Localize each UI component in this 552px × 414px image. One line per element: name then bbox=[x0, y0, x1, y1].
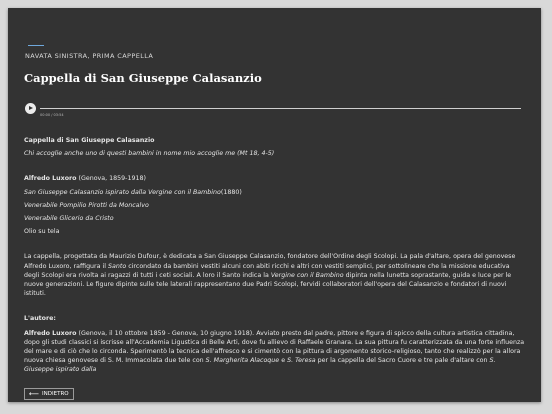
audio-progress-track[interactable] bbox=[40, 108, 521, 109]
accent-divider bbox=[28, 45, 44, 46]
play-button[interactable] bbox=[25, 103, 36, 114]
play-icon bbox=[29, 106, 33, 110]
bio-italic: S. Teresa bbox=[287, 357, 316, 365]
desc-text: La cappella, progettata da Maurizio Dufour, è dedicata a San Giuseppe Calasanzio, fondatore dell'Ordine degli Scolopi. La pala d'altare, opera del genovese Alfredo Luxoro, raffigura il bbox=[24, 253, 516, 270]
work-3: Venerabile Glicerio da Cristo bbox=[24, 215, 114, 223]
page-title: Cappella di San Giuseppe Calasanzio bbox=[24, 71, 262, 85]
audio-player bbox=[25, 103, 525, 125]
author-heading: L'autore: bbox=[24, 315, 56, 323]
work-title: San Giuseppe Calasanzio ispirato dalla Vergine con il Bambino bbox=[24, 188, 221, 196]
content-heading: Cappella di San Giuseppe Calasanzio bbox=[24, 137, 155, 144]
desc-italic: Vergine con il Bambino bbox=[270, 271, 344, 279]
section-label: NAVATA SINISTRA, PRIMA CAPPELLA bbox=[25, 52, 154, 60]
artist-dates: (Genova, 1859-1918) bbox=[76, 175, 146, 183]
back-button[interactable] bbox=[24, 388, 74, 400]
desc-italic: Santo bbox=[108, 262, 127, 270]
back-button-label: INDIETRO bbox=[42, 391, 69, 397]
work-line bbox=[24, 188, 526, 197]
detail-panel bbox=[8, 8, 541, 402]
bio-text: (Genova, il 10 ottobre 1859 - Genova, 10 giugno 1918). Avviato presto dal padre, pittore e figura di spicco della cultura artistica cittadina, dopo gli studi classici si iscrisse all'Accademia Ligustica di Belle Arti, dove fu allievo di Raffaele Granara. La sua pittura fu caratterizzata da una forte influenza del mare e di ciò che lo circonda. Sperimentò la tecnica dell'affresco e si cimentò con la pittura di argomento storico-religioso, tanto che realizzò per la allora nuova chiesa genovese di S. M. Immacolata due tele con bbox=[24, 329, 525, 365]
work-year: (1880) bbox=[220, 188, 242, 196]
desc-text: circondato da bambini vestiti alcuni con abiti ricchi e altri con vestiti semplici, per sottolineare che la missione educativa degli Scolopi era rivolta ai ragazzi di tutti i ceti sociali. A loro il Santo indica la bbox=[24, 262, 510, 279]
bio-italic: S. Margherita Alacoque bbox=[205, 357, 280, 365]
desc-text: dipinta nella lunetta soprastante, guida e luce per le nuove generazioni. Le figure dipinte sulle tele laterali rappresentano due Padri Scolopi, fervidi collaboratori dell'opera del Calasanzio e fondatori di nuovi istituti. bbox=[24, 271, 512, 298]
bio-paragraph bbox=[24, 329, 526, 375]
arrow-left-icon: ⟵ bbox=[29, 389, 40, 398]
content-body bbox=[24, 136, 526, 375]
audio-time: 00:00 / 03:54 bbox=[40, 113, 64, 117]
bio-text: e bbox=[279, 357, 288, 365]
bio-italic: S. Giuseppe ispirato dalla bbox=[24, 357, 496, 374]
artist-name: Alfredo Luxoro bbox=[24, 175, 77, 183]
medium: Olio su tela bbox=[24, 228, 60, 236]
work-2: Venerabile Pompilio Pirotti da Moncalvo bbox=[24, 201, 149, 209]
description-paragraph bbox=[24, 252, 526, 298]
artist-line bbox=[24, 174, 526, 183]
bio-text: per la cappella del Sacro Cuore e tre pale d'altare con bbox=[315, 357, 490, 365]
quote: Chi accoglie anche uno di questi bambini in nome mio accoglie me (Mt 18, 4-5) bbox=[24, 150, 275, 158]
bio-name: Alfredo Luxoro bbox=[24, 329, 77, 337]
